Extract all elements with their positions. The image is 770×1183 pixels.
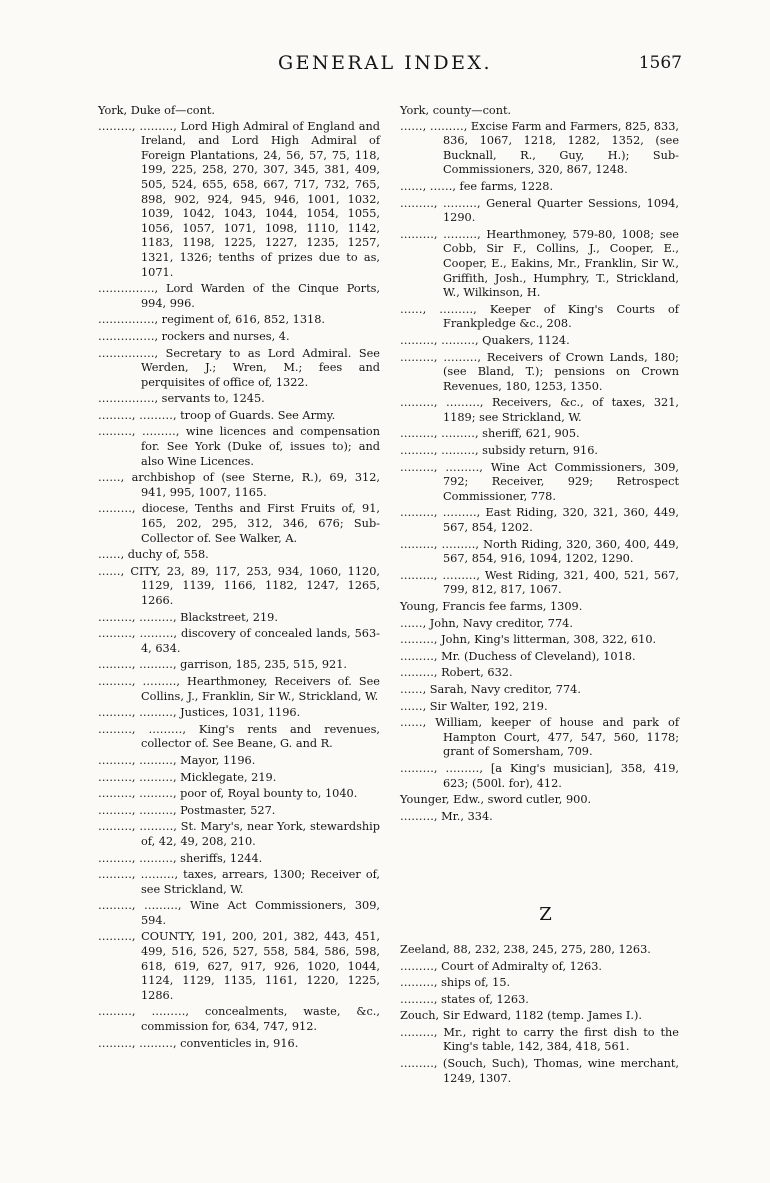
index-entry: ………, ………, Wine Act Commissioners, 309, 594.: [98, 899, 380, 927]
index-entry: ………, ………, Hearthmoney, Receivers of. See Collins, J., Franklin, Sir W., Strickland, W.: [98, 674, 380, 703]
index-entry: ………, Mr., right to carry the first dish to the King's table, 142, 384, 418, 561.: [400, 1025, 679, 1054]
right-heading: York, county—cont.: [400, 104, 512, 117]
index-entry: Zeeland, 88, 232, 238, 245, 275, 280, 1263.: [400, 942, 651, 956]
index-entry: ………, ………, subsidy return, 916.: [400, 444, 598, 458]
index-entry: ………, Mr., 334.: [400, 809, 493, 823]
index-entry: ………, ………, garrison, 185, 235, 515, 921.: [98, 658, 347, 672]
index-entry: ………, ………, poor of, Royal bounty to, 1040.: [98, 787, 358, 801]
page-number: 1567: [638, 53, 682, 73]
index-entry: ………, ………, Receivers, &c., of taxes, 321, 1189; see Strickland, W.: [400, 396, 679, 424]
index-entry: ………, ………, Wine Act Commissioners, 309, 792; Receiver, 929; Retrospect Commissioner, 778.: [400, 460, 679, 503]
index-entry: ……, duchy of, 558.: [98, 548, 209, 562]
index-entry: Young, Francis fee farms, 1309.: [400, 600, 583, 613]
index-entry: ………, diocese, Tenths and First Fruits of, 91, 165, 202, 295, 312, 346, 676; Sub-Collector of. See Walker, A.: [98, 502, 380, 545]
index-entry: ……, archbishop of (see Sterne, R.), 69, 312, 941, 995, 1007, 1165.: [98, 471, 380, 499]
left-heading: York, Duke of—cont.: [98, 104, 215, 117]
index-entry: ………, ………, Quakers, 1124.: [400, 333, 570, 347]
index-entry: ………, ………, wine licences and compensation for. See York (Duke of, issues to); and also Wine Licences.: [98, 425, 380, 468]
index-entry: ………, ………, West Riding, 321, 400, 521, 567, 799, 812, 817, 1067.: [400, 568, 679, 597]
index-entry: ………, ………, conventicles in, 916.: [98, 1036, 299, 1050]
index-entry: ………, Court of Admiralty of, 1263.: [400, 959, 602, 973]
index-entry: Younger, Edw., sword cutler, 900.: [400, 793, 592, 807]
index-entry: ………, ………, Micklegate, 219.: [98, 770, 277, 784]
index-entry: ………, ………, Mayor, 1196.: [98, 753, 256, 767]
index-entry: ………, ………, troop of Guards. See Army.: [98, 408, 336, 422]
section-spacer: [400, 826, 679, 908]
index-entry: ……………, regiment of, 616, 852, 1318.: [98, 313, 325, 327]
index-entry: ……, Sir Walter, 192, 219.: [400, 699, 548, 713]
index-entry: ……………, rockers and nurses, 4.: [98, 329, 290, 343]
index-entry: ………, John, King's litterman, 308, 322, 610.: [400, 633, 657, 647]
index-entry: ……, John, Navy creditor, 774.: [400, 616, 573, 630]
index-entry: ……, Sarah, Navy creditor, 774.: [400, 682, 581, 696]
index-entry: ………, ………, Hearthmoney, 579-80, 1008; see Cobb, Sir F., Collins, J., Cooper, E., Cooper, E., Eakins, Mr., Franklin, Sir W., Griffith, Josh., Humphry, T., Strickland, W., Wilkinson, H.: [400, 227, 679, 300]
index-entry: Zouch, Sir Edward, 1182 (temp. James I.).: [400, 1009, 642, 1023]
index-entry: ……, ……, fee farms, 1228.: [400, 179, 554, 193]
index-entry: ………, ………, King's rents and revenues, collector of. See Beane, G. and R.: [98, 722, 380, 751]
index-entry: ………, ships of, 15.: [400, 976, 511, 990]
index-entry: ………, ………, Justices, 1031, 1196.: [98, 706, 301, 720]
index-entry: ……, ………, Keeper of King's Courts of Frankpledge &c., 208.: [400, 302, 679, 331]
index-entry: ………, Robert, 632.: [400, 666, 513, 680]
index-entry: ………, COUNTY, 191, 200, 201, 382, 443, 451, 499, 516, 526, 527, 558, 584, 586, 598, 618, 619, 627, 917, 926, 1020, 1044, 1124, 1129, 1135, 1161, 1220, 1225, 1286.: [98, 930, 380, 1002]
index-entry: ……, William, keeper of house and park of Hampton Court, 477, 547, 560, 1178; grant of Somersham, 709.: [400, 716, 679, 759]
index-entry: ………, ………, St. Mary's, near York, stewardship of, 42, 49, 208, 210.: [98, 820, 380, 848]
index-entry: ………, ………, sheriff, 621, 905.: [400, 427, 580, 441]
index-entry: ………, ………, General Quarter Sessions, 1094, 1290.: [400, 196, 679, 225]
index-entry: ………, ………, Blackstreet, 219.: [98, 610, 278, 624]
index-entry: ………, ………, Postmaster, 527.: [98, 803, 276, 817]
index-entry: ………, ………, sheriffs, 1244.: [98, 851, 263, 865]
right-column: [400, 104, 679, 1088]
index-entry: ……………, servants to, 1245.: [98, 392, 265, 406]
index-entry: ……………, Secretary to as Lord Admiral. See Werden, J.; Wren, M.; fees and perquisites of office of, 1322.: [98, 346, 380, 389]
index-entry: ……………, Lord Warden of the Cinque Ports, 994, 996.: [98, 282, 380, 310]
index-entry: ………, ………, Lord High Admiral of England and Ireland, and Lord High Admiral of Foreign Plantations, 24, 56, 57, 75, 118, 199, 225, 258, 270, 307, 345, 381, 409, 505, 524, 655, 658, 667, 717, 732, 765, 898, 902, 924, 945, 946, 1001, 1032, 1039, 1042, 1043, 1044, 1054, 1055, 1056, 1057, 1071, 1098, 1110, 1142, 1183, 1198, 1225, 1227, 1235, 1257, 1321, 1326; tenths of prizes due to as, 1071.: [98, 119, 380, 279]
index-entry: ………, ………, East Riding, 320, 321, 360, 449, 567, 854, 1202.: [400, 506, 679, 535]
page-title: GENERAL INDEX.: [277, 52, 493, 74]
index-entry: ………, (Souch, Such), Thomas, wine merchant, 1249, 1307.: [400, 1057, 679, 1085]
index-entry: ………, ………, North Riding, 320, 360, 400, 449, 567, 854, 916, 1094, 1202, 1290.: [400, 537, 679, 566]
index-entry: ………, ………, discovery of concealed lands, 563-4, 634.: [98, 627, 380, 655]
left-column: [98, 104, 380, 1053]
section-letter-z: Z: [539, 904, 552, 926]
index-entry: ………, states of, 1263.: [400, 992, 529, 1006]
index-entry: ……, ………, Excise Farm and Farmers, 825, 833, 836, 1067, 1218, 1282, 1352, (see Bucknall, R., Guy, H.); Sub-Commissioners, 320, 867, 1248.: [400, 119, 679, 177]
page-header: [0, 52, 770, 84]
index-entry: ………, ………, taxes, arrears, 1300; Receiver of, see Strickland, W.: [98, 868, 380, 896]
index-entry: ………, ………, [a King's musician], 358, 419, 623; (500l. for), 412.: [400, 761, 679, 790]
index-entry: ………, ………, concealments, waste, &c., commission for, 634, 747, 912.: [98, 1005, 380, 1034]
index-entry: ……, CITY, 23, 89, 117, 253, 934, 1060, 1120, 1129, 1139, 1166, 1182, 1247, 1265, 1266.: [98, 564, 380, 607]
index-entry: ………, Mr. (Duchess of Cleveland), 1018.: [400, 649, 636, 663]
index-entry: ………, ………, Receivers of Crown Lands, 180; (see Bland, T.); pensions on Crown Revenues, 180, 1253, 1350.: [400, 350, 679, 393]
